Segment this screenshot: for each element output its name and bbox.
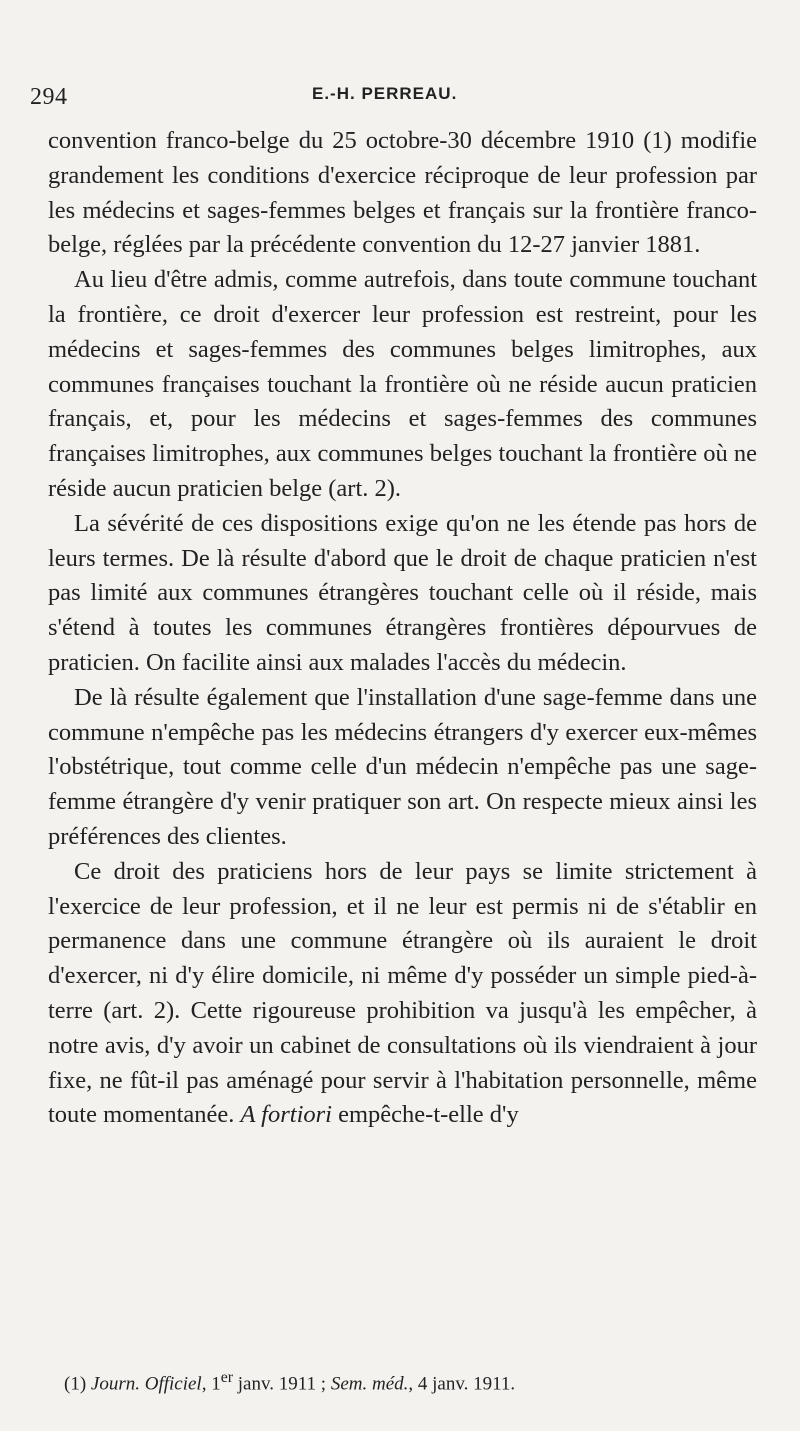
footnote-date-1-rest: janv. 1911 ; bbox=[237, 1373, 327, 1395]
paragraph-5-italic: A fortiori bbox=[240, 1101, 332, 1129]
paragraph-5-tail: empêche-t-elle d'y bbox=[338, 1101, 519, 1129]
running-head: E.-H. PERREAU. bbox=[312, 84, 458, 103]
paragraph-4: De là résulte également que l'installation d'une sage-femme dans une commune n'empêche pas les médecins étrangers d'y exercer eux-mêmes l'obstétrique, tout comme celle d'un médecin n'empêche pas une sage-femme étrangère d'y venir pratiquer son art. On respecte mieux ainsi les préférences des clientes. bbox=[48, 683, 757, 850]
page-header bbox=[30, 72, 760, 110]
footnote-source-1: Journ. Officiel, bbox=[90, 1373, 207, 1395]
footnote bbox=[64, 1364, 744, 1398]
paragraph-2: Au lieu d'être admis, comme autrefois, dans toute commune touchant la frontière, ce droit d'exercer leur profession est restreint, pour les médecins et sages-femmes des communes belges limitrophes, aux communes françaises touchant la frontière où ne réside aucun praticien français, et, pour les médecins et sages-femmes des communes françaises limitrophes, aux communes belges touchant la frontière où ne réside aucun praticien belge (art. 2). bbox=[48, 266, 757, 502]
paragraph-5-text: Ce droit des praticiens hors de leur pays se limite strictement à l'exercice de leur profession, et il ne leur est permis ni de s'établir en permanence dans une commune étrangère où ils auraient le droit d'exercer, ni d'y élire domicile, ni même d'y posséder un simple pied-à-terre (art. 2). Cette rigoureuse prohibition va jusqu'à les empêcher, à notre avis, d'y avoir un cabinet de consultations où ils viendraient à jour fixe, ne fût-il pas aménagé pour servir à l'habitation personnelle, même toute momentanée. bbox=[48, 857, 757, 1129]
footnote-date-1-day: 1 bbox=[211, 1373, 221, 1395]
paragraph-1: convention franco-belge du 25 octobre-30 décembre 1910 (1) modifie grandement les conditions d'exercice réciproque de leur profession par les médecins et sages-femmes belges et français sur la frontière franco-belge, réglées par la précédente convention du 12-27 janvier 1881. bbox=[48, 127, 757, 259]
footnote-date-1-sup: er bbox=[220, 1369, 234, 1386]
paragraph-5 bbox=[48, 855, 757, 1133]
body-text bbox=[48, 124, 757, 1133]
paragraph-3: La sévérité de ces dispositions exige qu'on ne les étende pas hors de leurs termes. De là résulte d'abord que le droit de chaque praticien n'est pas limité aux communes étrangères touchant celle où il réside, mais s'étend à toutes les communes étrangères frontières dépourvues de praticien. On facilite ainsi aux malades l'accès du médecin. bbox=[48, 509, 757, 676]
footnote-date-2: 4 janv. 1911. bbox=[417, 1373, 516, 1395]
footnote-source-2: Sem. méd., bbox=[330, 1373, 414, 1395]
footnote-marker: (1) bbox=[64, 1373, 87, 1395]
page-number: 294 bbox=[30, 84, 68, 110]
